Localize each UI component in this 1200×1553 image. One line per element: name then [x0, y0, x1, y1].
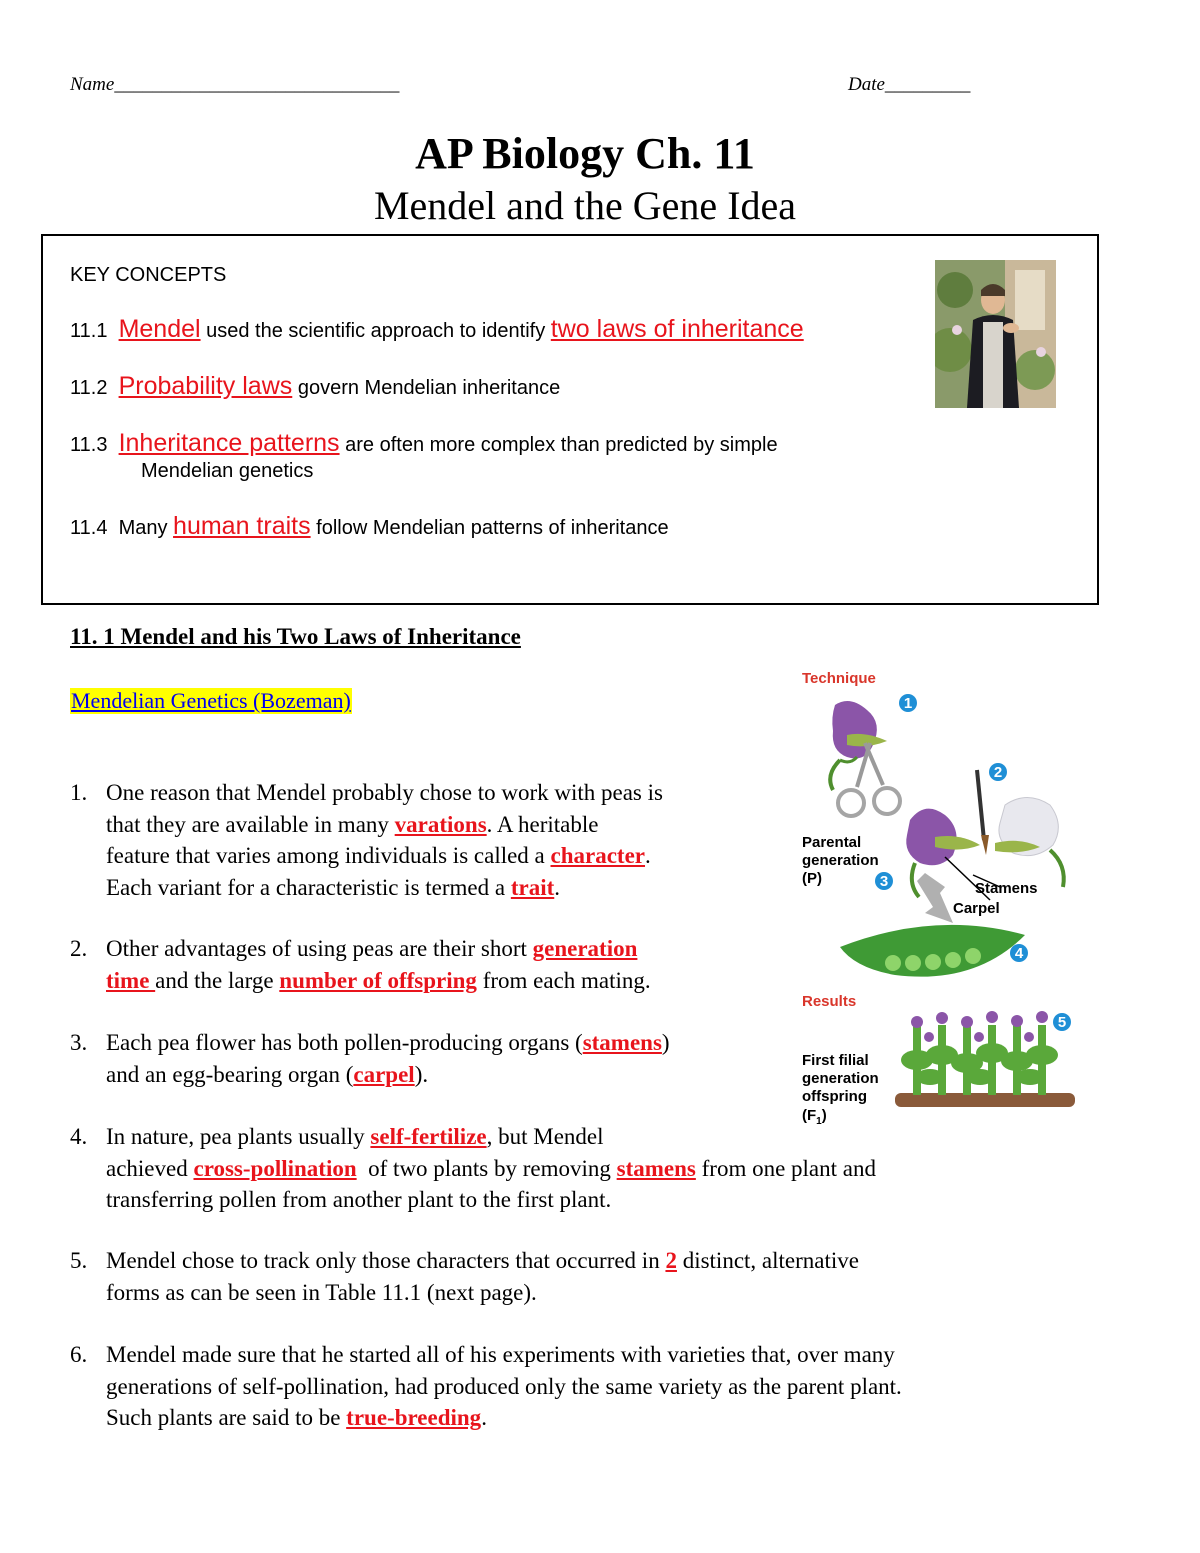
question-text: ) [661, 1030, 670, 1055]
answer-blank: true-breeding [346, 1405, 482, 1430]
key-concepts-heading: KEY CONCEPTS [70, 264, 227, 286]
f1-label-line4: $(F_1)$ [802, 1107, 827, 1127]
key-concept-11-1 [70, 315, 804, 344]
concept-keyword: Mendel [118, 315, 201, 343]
question-text: Each variant for a characteristic is termed a [106, 874, 511, 900]
question-text: One reason that Mendel probably chose to work with peas is [106, 780, 663, 805]
f1-plants [895, 1011, 1075, 1107]
question-text: forms as can be seen in Table 11.1 (next page). [106, 1279, 537, 1305]
question-text: Each pea flower has both pollen-producing organs ( [106, 1030, 583, 1055]
pea-cross-technique-figure [795, 665, 1080, 1130]
page-subtitle: Mendel and the Gene Idea [373, 183, 797, 228]
carpel-label: Carpel [953, 900, 1000, 917]
question-text: Mendel made sure that he started all of his experiments with varieties that, over many [106, 1342, 895, 1367]
concept-number: 11.3 [70, 434, 108, 456]
figure-results-label: Results [802, 993, 857, 1010]
answer-blank: time [106, 967, 156, 993]
answer-blank: self-fertilize [370, 1124, 487, 1149]
question-text: from each mating. [476, 967, 651, 993]
date-field-label: Date_________ [848, 74, 971, 95]
question-text: Such plants are said to be [106, 1405, 347, 1430]
f1-label-line2: generation [802, 1070, 879, 1087]
concept-text: follow Mendelian patterns of inheritance [310, 517, 669, 539]
question-text: Mendel chose to track only those characters that occurred in [106, 1248, 666, 1273]
question-text: In nature, pea plants usually [106, 1124, 371, 1149]
concept-keyword: Probability laws [118, 372, 293, 400]
answer-blank: varations [394, 811, 487, 837]
step-1-badge: 1 [903, 695, 913, 712]
question-4 [70, 1121, 1060, 1216]
question-text: from one plant and [695, 1155, 876, 1181]
concept-text-continued: Mendelian genetics [141, 460, 314, 482]
question-number: 1. [70, 780, 88, 805]
question-number: 5. [70, 1248, 88, 1273]
question-text: achieved [106, 1155, 194, 1181]
question-text: generations of self-pollination, had produced only the same variety as the parent plant. [106, 1373, 902, 1399]
concept-text: Many [118, 517, 174, 539]
answer-blank: stamens [616, 1155, 696, 1181]
question-number: 2. [70, 936, 88, 961]
answer-blank: stamens [582, 1030, 662, 1055]
question-text: . [645, 843, 651, 868]
question-text: ). [414, 1061, 429, 1087]
concept-number: 11.2 [70, 377, 108, 399]
step-5-badge: 5 [1057, 1014, 1067, 1031]
key-concept-11-3 [70, 429, 778, 458]
question-6 [70, 1339, 1060, 1434]
concept-keyword: human traits [173, 512, 311, 540]
question-number: 4. [70, 1124, 88, 1149]
parental-label-line2: generation [802, 852, 879, 869]
question-5 [70, 1245, 1060, 1308]
question-text: Other advantages of using peas are their short [106, 936, 533, 961]
mendel-portrait-image [935, 260, 1056, 408]
page-title: AP Biology Ch. 11 [415, 129, 755, 178]
question-text: and the large [155, 967, 280, 993]
answer-blank: cross-pollination [193, 1155, 357, 1181]
bozeman-video-link[interactable]: Mendelian Genetics (Bozeman) [71, 688, 351, 713]
question-text: . [554, 874, 561, 900]
question-text: . [481, 1405, 487, 1430]
answer-blank: generation [532, 936, 638, 961]
section-heading: 11. 1 Mendel and his Two Laws of Inheritance [70, 624, 521, 649]
f1-label-line1: First filial [802, 1052, 869, 1069]
figure-technique-label: Technique [802, 670, 876, 687]
question-text: , but Mendel [486, 1124, 604, 1149]
answer-blank: carpel [353, 1061, 415, 1087]
stamens-label: Stamens [975, 880, 1038, 897]
answer-blank: trait [510, 874, 555, 900]
f1-label-line3: offspring [802, 1088, 867, 1105]
parental-label-line1: Parental [802, 834, 862, 851]
answer-blank: character [550, 843, 646, 868]
concept-text: are often more complex than predicted by simple [339, 434, 778, 456]
concept-keyword: two laws of inheritance [550, 315, 804, 343]
question-text: that they are available in many [106, 811, 395, 837]
concept-number: 11.4 [70, 517, 108, 539]
name-field-label: Name______________________________ [70, 74, 400, 95]
question-text: and an egg-bearing organ ( [106, 1061, 354, 1087]
concept-text: used the scientific approach to identify [200, 320, 551, 342]
concept-keyword: Inheritance patterns [118, 429, 340, 457]
question-text: distinct, alternative [676, 1248, 859, 1273]
key-concept-11-4 [70, 512, 669, 541]
concept-text: govern Mendelian inheritance [292, 377, 561, 399]
question-number: 6. [70, 1342, 88, 1367]
transfer-arrow [917, 873, 953, 923]
step-2-badge: 2 [993, 764, 1003, 781]
answer-blank: number of offspring [279, 967, 477, 993]
step-4-badge: 4 [1014, 945, 1024, 962]
key-concept-11-2 [70, 372, 560, 401]
step-3-badge: 3 [879, 873, 889, 890]
paintbrush-icon [977, 770, 989, 855]
question-number: 3. [70, 1030, 88, 1055]
question-text: feature that varies among individuals is called a [106, 843, 551, 868]
question-text: transferring pollen from another plant to the first plant. [106, 1187, 612, 1212]
answer-blank: 2 [665, 1248, 677, 1273]
parental-label-line3: (P) [802, 870, 822, 887]
purple-flower-1 [832, 701, 877, 759]
concept-number: 11.1 [70, 320, 108, 342]
question-text: of two plants by removing [356, 1155, 617, 1181]
bozeman-link-highlight [70, 688, 352, 714]
question-text: . A heritable [486, 811, 599, 837]
